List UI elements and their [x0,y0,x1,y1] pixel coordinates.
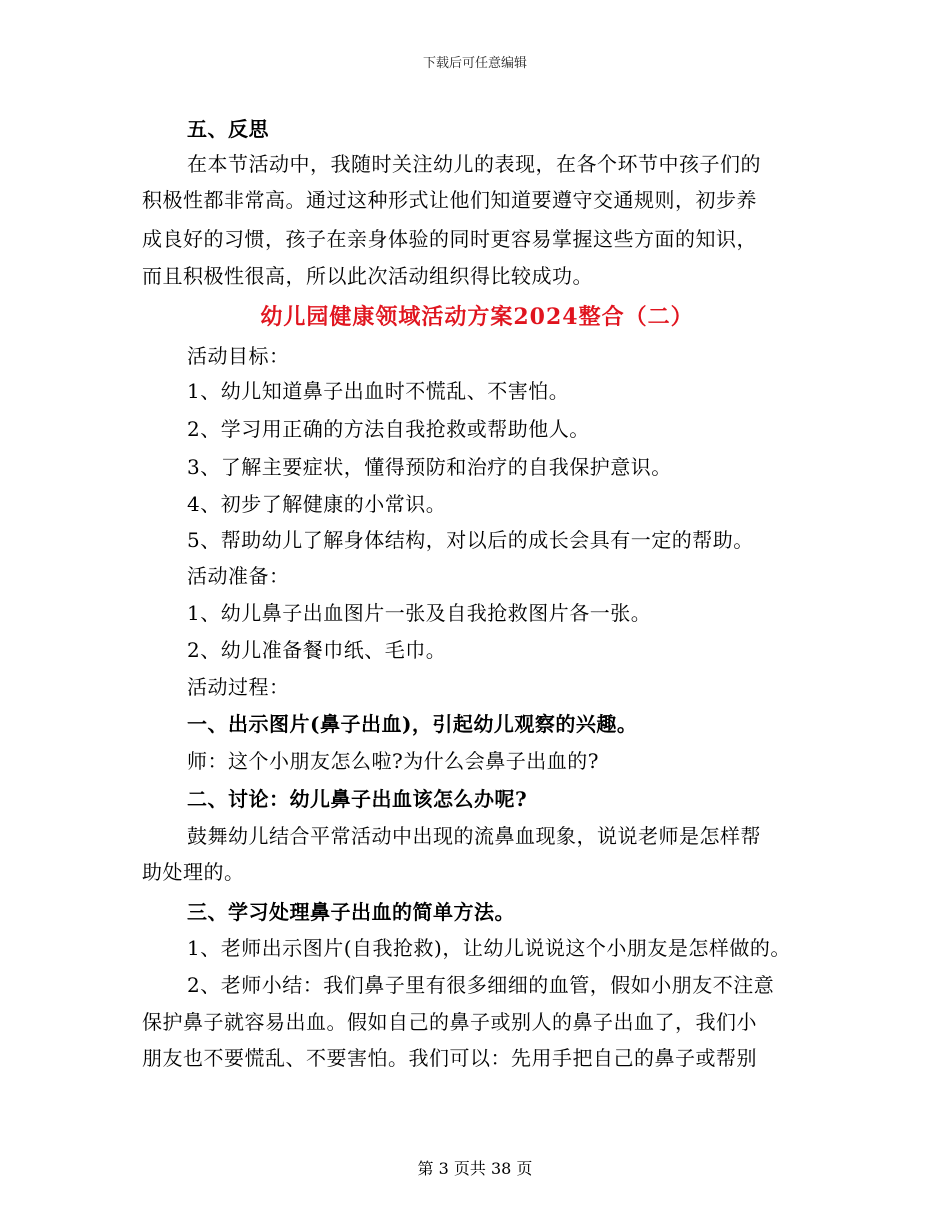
paragraph-line: 朋友也不要慌乱、不要害怕。我们可以：先用手把自己的鼻子或帮别 [142,1046,757,1070]
paragraph-line: 2、老师小结：我们鼻子里有很多细细的血管，假如小朋友不注意 [187,973,775,997]
process-label: 活动过程： [187,675,290,699]
list-item: 4、初步了解健康的小常识。 [187,492,447,516]
section-heading-reflection: 五、反思 [187,117,269,141]
paragraph-line: 积极性都非常高。通过这种形式让他们知道要遵守交通规则，初步养 [142,188,757,212]
paragraph-line: 助处理的。 [142,860,245,884]
list-item: 1、幼儿知道鼻子出血时不慌乱、不害怕。 [187,379,570,403]
list-item: 2、幼儿准备餐巾纸、毛巾。 [187,638,447,662]
list-item: 5、帮助幼儿了解身体结构，对以后的成长会具有一定的帮助。 [187,528,754,552]
list-item: 1、幼儿鼻子出血图片一张及自我抢救图片各一张。 [187,601,652,625]
step1-heading: 一、出示图片(鼻子出血)，引起幼儿观察的兴趣。 [187,712,638,736]
step3-heading: 三、学习处理鼻子出血的简单方法。 [187,900,515,924]
page-footer: 第 3 页共 38 页 [417,1159,533,1178]
prep-label: 活动准备： [187,564,290,588]
paragraph-line: 在本节活动中，我随时关注幼儿的表现，在各个环节中孩子们的 [187,152,761,176]
list-item: 2、学习用正确的方法自我抢救或帮助他人。 [187,417,590,441]
list-item: 3、了解主要症状，懂得预防和治疗的自我保护意识。 [187,455,672,479]
paragraph-line: 成良好的习惯，孩子在亲身体验的同时更容易掌握这些方面的知识， [142,227,757,251]
goals-label: 活动目标： [187,344,290,368]
paragraph-line: 而且积极性很高，所以此次活动组织得比较成功。 [142,264,593,288]
paragraph-line: 鼓舞幼儿结合平常活动中出现的流鼻血现象，说说老师是怎样帮 [187,824,761,848]
step2-heading: 二、讨论：幼儿鼻子出血该怎么办呢? [187,787,528,811]
paragraph-line: 保护鼻子就容易出血。假如自己的鼻子或别人的鼻子出血了，我们小 [142,1010,757,1034]
paragraph-line: 师：这个小朋友怎么啦?为什么会鼻子出血的? [187,749,599,773]
page-header: 下载后可任意编辑 [422,56,527,71]
document-title: 幼儿园健康领域活动方案2024整合（二） [260,304,694,330]
list-item: 1、老师出示图片(自我抢救)，让幼儿说说这个小朋友是怎样做的。 [187,936,791,960]
